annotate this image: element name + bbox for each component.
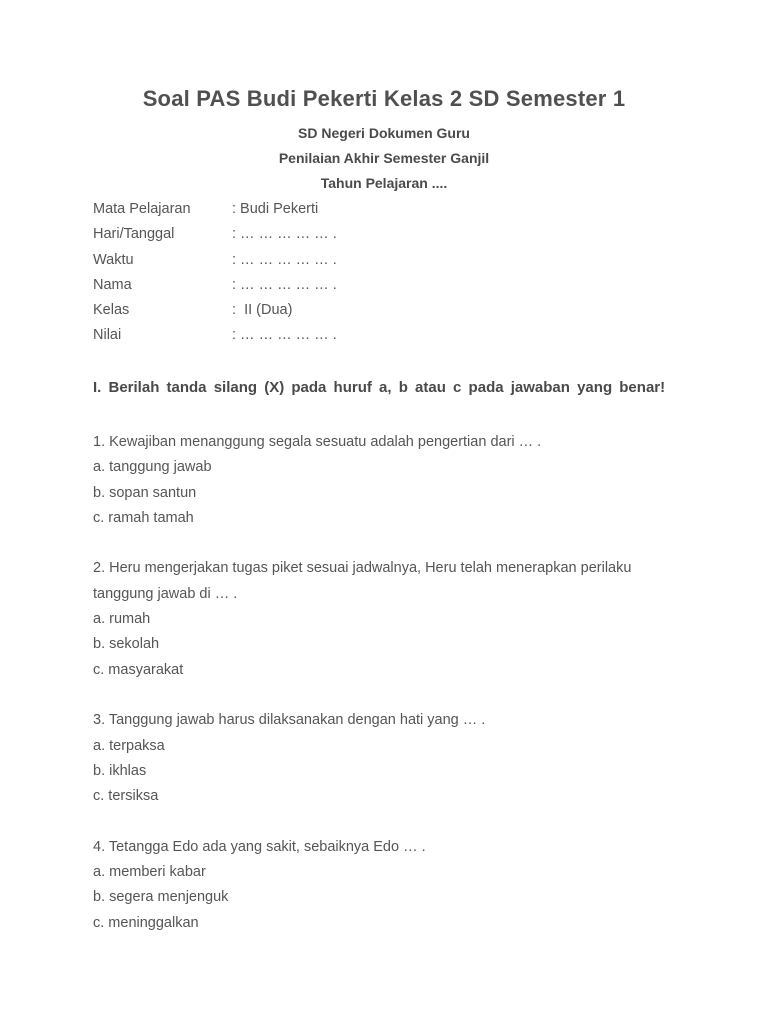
answer-option: a. memberi kabar (93, 864, 206, 881)
question-text-continued: tanggung jawab di … . (93, 585, 238, 602)
question-text: 4. Tetangga Edo ada yang sakit, sebaiknya Edo … . (93, 838, 426, 855)
info-label: Waktu (93, 251, 134, 268)
info-row-score (93, 325, 337, 350)
page-title: Soal PAS Budi Pekerti Kelas 2 SD Semester 1 (142, 86, 626, 111)
answer-option: b. ikhlas (93, 762, 147, 779)
answer-option: b. sekolah (93, 636, 160, 653)
answer-option: b. sopan santun (93, 484, 197, 501)
info-label: Hari/Tanggal (93, 226, 175, 243)
question-text: 1. Kewajiban menanggung segala sesuatu adalah pengertian dari … . (93, 434, 542, 450)
info-value: : … … … … … . (232, 276, 337, 293)
info-label: Nama (93, 276, 132, 293)
academic-year: Tahun Pelajaran .... (320, 175, 448, 191)
info-row-name (93, 275, 337, 300)
spacer (93, 811, 683, 836)
question-text: 3. Tanggung jawab harus dilaksanakan dengan hati yang … . (93, 712, 486, 729)
info-row-time (93, 250, 337, 275)
answer-option: a. tanggung jawab (93, 459, 212, 476)
info-value: : … … … … … . (232, 327, 337, 344)
info-row-subject (93, 199, 337, 224)
info-value: : Budi Pekerti (232, 201, 319, 217)
answer-option: b. segera menjenguk (93, 889, 229, 906)
info-value: : … … … … … . (232, 251, 337, 268)
question-item (93, 710, 683, 811)
info-row-class (93, 300, 337, 325)
answer-option: c. ramah tamah (93, 509, 194, 526)
question-item (93, 837, 683, 938)
info-label: Nilai (93, 327, 122, 344)
spacer (93, 685, 683, 710)
answer-option: c. tersiksa (93, 788, 159, 805)
question-list (93, 432, 683, 938)
question-text: 2. Heru mengerjakan tugas piket sesuai jadwalnya, Heru telah menerapkan perilaku (93, 560, 632, 577)
question-item (93, 558, 683, 684)
school-name: SD Negeri Dokumen Guru (298, 125, 470, 141)
info-label: Kelas (93, 302, 130, 319)
question-item (93, 432, 683, 533)
spacer (93, 533, 683, 558)
info-label: Mata Pelajaran (93, 201, 191, 217)
exam-info-block (93, 199, 337, 351)
info-value: : II (Dua) (232, 302, 293, 319)
section-instruction: I. Berilah tanda silang (X) pada huruf a, b atau c pada jawaban yang benar! (93, 379, 666, 396)
answer-option: c. meninggalkan (93, 914, 199, 931)
answer-option: a. terpaksa (93, 737, 165, 754)
answer-option: c. masyarakat (93, 661, 184, 678)
answer-option: a. rumah (93, 611, 151, 628)
info-row-date (93, 224, 337, 249)
exam-name: Penilaian Akhir Semester Ganjil (278, 150, 490, 166)
info-value: : … … … … … . (232, 226, 337, 243)
